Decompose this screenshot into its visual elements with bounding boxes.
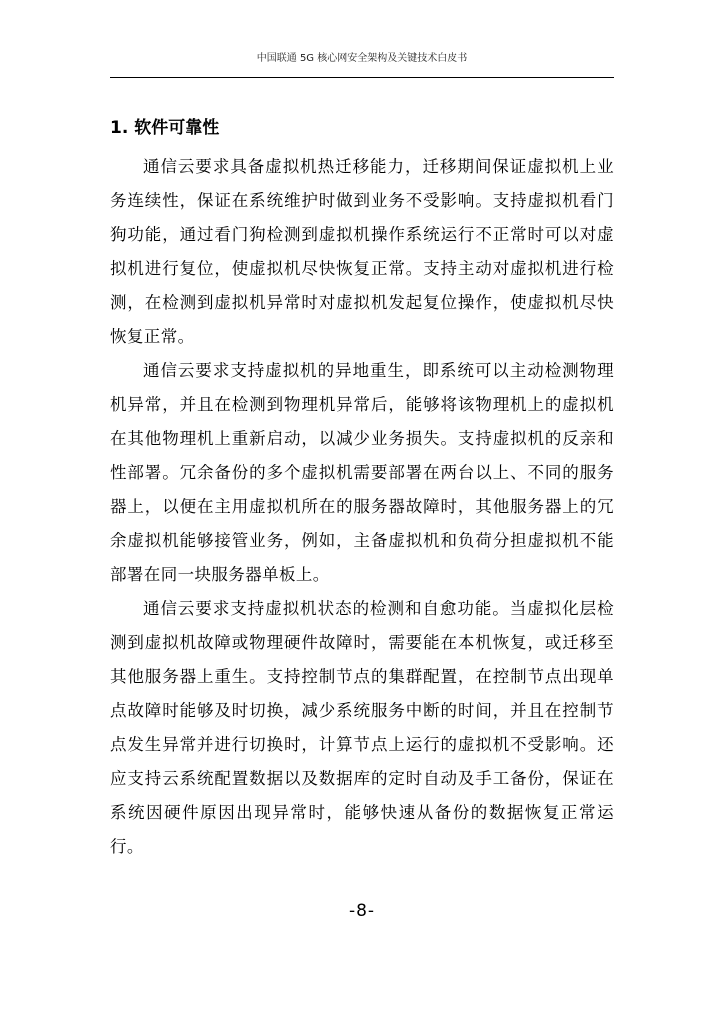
paragraph-vm-live-migration: 通信云要求具备虚拟机热迁移能力，迁移期间保证虚拟机上业务连续性，保证在系统维护时做到业务不受影响。支持虚拟机看门狗功能，通过看门狗检测到虚拟机操作系统运行不正常时可以对虚拟机进行复位，使虚拟机尽快恢复正常。支持主动对虚拟机进行检测，在检测到虚拟机异常时对虚拟机发起复位操作，使虚拟机尽快恢复正常。 (110, 157, 614, 346)
paragraph-vm-remote-rebuild: 通信云要求支持虚拟机的异地重生，即系统可以主动检测物理机异常，并且在检测到物理机异常后，能够将该物理机上的虚拟机在其他物理机上重新启动，以减少业务损失。支持虚拟机的反亲和性部署。冗余备份的多个虚拟机需要部署在两台以上、不同的服务器上，以便在主用虚拟机所在的服务器故障时，其他服务器上的冗余虚拟机能够接管业务，例如，主备虚拟机和负荷分担虚拟机不能部署在同一块服务器单板上。 (110, 361, 614, 584)
running-header: 中国联通 5G 核心网安全架构及关键技术白皮书 (256, 53, 468, 64)
paragraph-vm-self-healing: 通信云要求支持虚拟机状态的检测和自愈功能。当虚拟化层检测到虚拟机故障或物理硬件故障时，需要能在本机恢复，或迁移至其他服务器上重生。支持控制节点的集群配置，在控制节点出现单点故障时能够及时切换，减少系统服务中断的时间，并且在控制节点发生异常并进行切换时，计算节点上运行的虚拟机不受影响。还应支持云系统配置数据以及数据库的定时自动及手工备份，保证在系统因硬件原因出现异常时，能够快速从备份的数据恢复正常运行。 (110, 599, 614, 856)
section-title: 1. 软件可靠性 (110, 118, 220, 138)
page-number: -8- (348, 901, 376, 921)
body-text (110, 150, 614, 864)
header-divider (110, 77, 614, 78)
